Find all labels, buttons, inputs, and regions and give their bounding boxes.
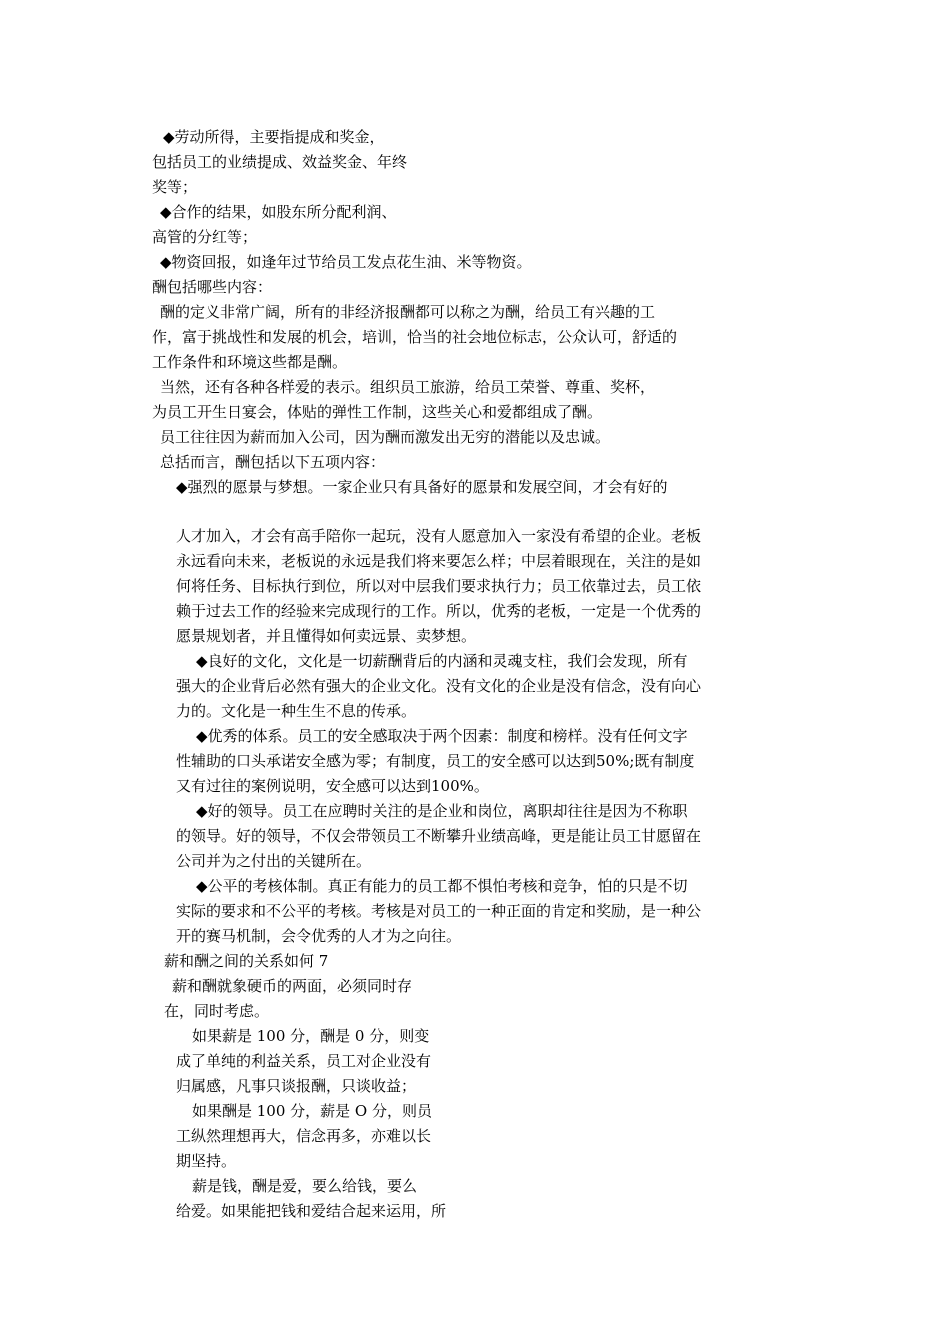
text-line: ◆好的领导。员工在应聘时关注的是企业和岗位，离职却往往是因为不称职 <box>196 802 688 820</box>
text-line: 员工往往因为薪而加入公司，因为酬而激发出无穷的潜能以及忠诚。 <box>160 428 611 446</box>
text-line: 薪和酬之间的关系如何 7 <box>164 952 329 970</box>
text-line: 实际的要求和不公平的考核。考核是对员工的一种正面的肯定和奖励，是一种公 <box>176 902 702 920</box>
text-line: 工作条件和环境这些都是酬。 <box>152 353 348 371</box>
text-line: 力的。文化是一种生生不息的传承。 <box>176 702 417 720</box>
text-line: 永远看向未来，老板说的永远是我们将来要怎么样；中层着眼现在，关注的是如 <box>176 552 702 570</box>
text-line: 在，同时考虑。 <box>164 1002 270 1020</box>
text-line: 成了单纯的利益关系，员工对企业没有 <box>176 1052 432 1070</box>
text-line: 强大的企业背后必然有强大的企业文化。没有文化的企业是没有信念，没有向心 <box>176 677 702 695</box>
text-line: 为员工开生日宴会，体贴的弹性工作制，这些关心和爱都组成了酬。 <box>152 403 603 421</box>
text-line: 何将任务、目标执行到位，所以对中层我们要求执行力；员工依靠过去，员工依 <box>176 577 702 595</box>
text-line: ◆强烈的愿景与梦想。一家企业只有具备好的愿景和发展空间，才会有好的 <box>176 478 668 496</box>
text-line: 酬包括哪些内容： <box>152 278 273 296</box>
text-line: 人才加入，才会有高手陪你一起玩，没有人愿意加入一家没有希望的企业。老板 <box>176 527 702 545</box>
text-line: 又有过往的案例说明，安全感可以达到100%。 <box>176 777 489 795</box>
text-line: 公司并为之付出的关键所在。 <box>176 852 372 870</box>
text-line: 归属感，凡事只谈报酬，只谈收益； <box>176 1077 417 1095</box>
text-line: 性辅助的口头承诺安全感为零；有制度，员工的安全感可以达到50%;既有制度 <box>176 752 695 770</box>
text-line: 作，富于挑战性和发展的机会，培训，恰当的社会地位标志，公众认可，舒适的 <box>152 328 678 346</box>
text-line: 总括而言，酬包括以下五项内容： <box>160 453 386 471</box>
text-line: ◆劳动所得，主要指提成和奖金， <box>163 128 385 146</box>
text-line: 高管的分红等； <box>152 228 258 246</box>
text-line: 当然，还有各种各样爱的表示。组织员工旅游，给员工荣誉、尊重、奖杯， <box>160 378 656 396</box>
text-line: 薪和酬就象硬币的两面，必须同时存 <box>172 977 413 995</box>
text-line: 包括员工的业绩提成、效益奖金、年终 <box>152 153 408 171</box>
text-line: ◆良好的文化，文化是一切薪酬背后的内涵和灵魂支柱，我们会发现，所有 <box>196 652 688 670</box>
text-line: 期坚持。 <box>176 1152 237 1170</box>
text-line: ◆合作的结果，如股东所分配利润、 <box>160 203 397 221</box>
text-line: 的领导。好的领导，不仅会带领员工不断攀升业绩高峰，更是能让员工甘愿留在 <box>176 827 702 845</box>
text-line: 赖于过去工作的经验来完成现行的工作。所以，优秀的老板，一定是一个优秀的 <box>176 602 702 620</box>
text-line: 愿景规划者，并且懂得如何卖远景、卖梦想。 <box>176 627 477 645</box>
text-line: 奖等； <box>152 178 198 196</box>
text-line: ◆公平的考核体制。真正有能力的员工都不惧怕考核和竞争，怕的只是不切 <box>196 877 688 895</box>
text-line: ◆优秀的体系。员工的安全感取决于两个因素：制度和榜样。没有任何文字 <box>196 727 688 745</box>
text-line: ◆物资回报，如逢年过节给员工发点花生油、米等物资。 <box>160 253 532 271</box>
text-line: 如果酬是 100 分，薪是 O 分，则员 <box>192 1102 433 1120</box>
text-line: 开的赛马机制，会令优秀的人才为之向往。 <box>176 927 462 945</box>
text-line: 给爱。如果能把钱和爱结合起来运用，所 <box>176 1202 447 1220</box>
text-line: 工纵然理想再大，信念再多，亦难以长 <box>176 1127 432 1145</box>
text-line: 如果薪是 100 分，酬是 0 分，则变 <box>192 1027 430 1045</box>
text-line: 薪是钱，酬是爱，要么给钱，要么 <box>192 1177 418 1195</box>
text-line: 酬的定义非常广阔，所有的非经济报酬都可以称之为酬，给员工有兴趣的工 <box>160 303 656 321</box>
